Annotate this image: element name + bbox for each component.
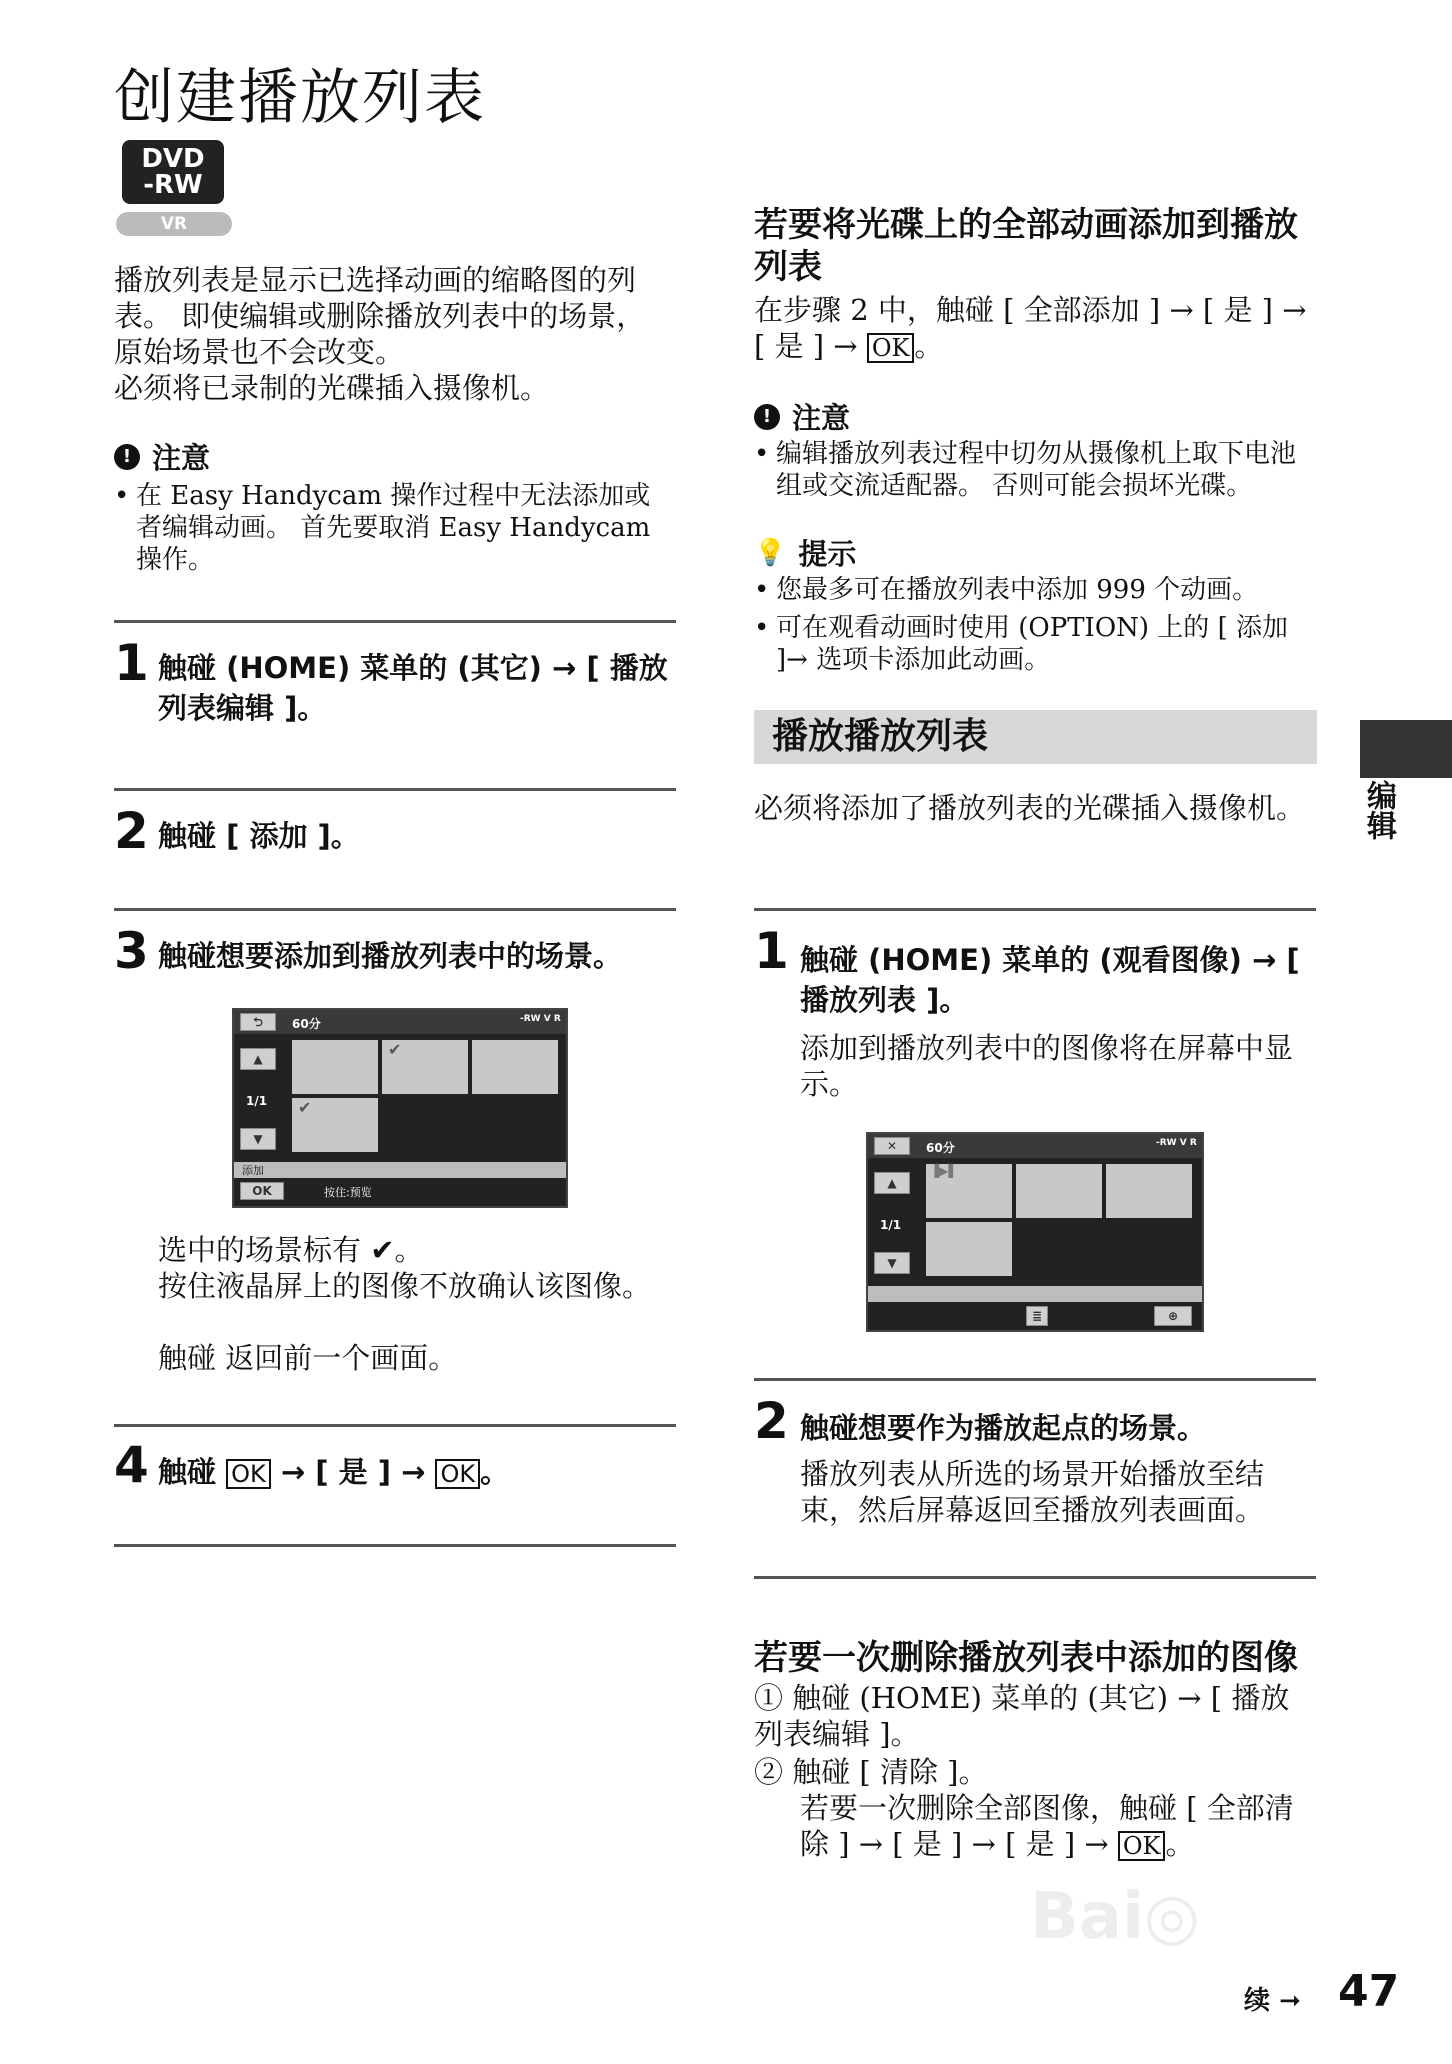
warning-icon: ! — [754, 404, 780, 430]
note-left-text: 在 Easy Handycam 操作过程中无法添加或者编辑动画。 首先要取消 Easy Handycam 操作。 — [136, 481, 651, 575]
divider — [114, 620, 676, 623]
note-left-head — [114, 436, 210, 477]
warning-icon: ! — [114, 444, 140, 470]
step3-desc-3: 触碰 返回前一个画面。 — [158, 1341, 458, 1375]
add-all-heading: 若要将光碟上的全部动画添加到播放列表 — [754, 205, 1298, 287]
lcd-topbar — [234, 1010, 566, 1034]
scene-thumbnail[interactable] — [926, 1222, 1012, 1276]
scene-thumbnail[interactable] — [1106, 1164, 1192, 1218]
note-right-text: 编辑播放列表过程中切勿从摄像机上取下电池组或交流适配器。 否则可能会损坏光碟。 — [776, 439, 1297, 501]
tip-item: • 您最多可在播放列表中添加 999 个动画。 — [754, 574, 1316, 606]
scroll-up-button[interactable]: ▲ — [874, 1172, 910, 1194]
note-right-title: 注意 — [792, 401, 851, 435]
lcd-screen-add — [232, 1008, 568, 1208]
add-label: 添加 — [242, 1164, 264, 1177]
badge-line2: -RW — [143, 170, 203, 200]
divider — [754, 1378, 1316, 1381]
delete-step3 — [800, 1790, 1314, 1862]
add-all-end: 。 — [914, 329, 944, 363]
page-title: 创建播放列表 — [114, 63, 486, 133]
page-indicator: 1/1 — [880, 1218, 902, 1232]
step1-text: 触碰 (HOME) 菜单的 (其它) → [ 播放列表编辑 ]。 — [158, 651, 668, 725]
vr-pill: VR — [116, 212, 232, 236]
tip-item: • 可在观看动画时使用 (OPTION) 上的 [ 添加 ]→ 选项卡添加此动画。 — [754, 612, 1316, 676]
continued-label — [1244, 1980, 1301, 2017]
tips-title: 提示 — [798, 537, 857, 571]
scene-thumbnail[interactable] — [292, 1040, 378, 1094]
ok-box: OK — [1118, 1831, 1166, 1861]
delete-step3-end: 。 — [1165, 1827, 1195, 1861]
disc-label: -RW V R — [1156, 1138, 1197, 1148]
play-step1-desc: 添加到播放列表中的图像将在屏幕中显示。 — [800, 1031, 1294, 1101]
tip-text-1: 您最多可在播放列表中添加 999 个动画。 — [776, 575, 1259, 605]
watermark-logo: Bai◎ — [1030, 1880, 1200, 1954]
ok-box: OK — [226, 1459, 271, 1489]
step1-num: 1 — [114, 634, 149, 692]
note-left-item: • 在 Easy Handycam 操作过程中无法添加或者编辑动画。 首先要取消 Easy Handycam 操作。 — [114, 480, 674, 576]
badge-line1: DVD — [141, 144, 205, 174]
step3-num: 3 — [114, 922, 149, 980]
divider — [754, 1576, 1316, 1579]
step4-text — [158, 1452, 668, 1492]
note-right-head — [754, 396, 850, 437]
page-number: 47 — [1338, 1966, 1400, 2017]
add-all-label: 在步骤 2 中，触碰 [ 全部添加 ] → [ 是 ] → [ 是 ] → — [754, 293, 1307, 363]
add-all-text — [754, 292, 1314, 364]
return-icon[interactable]: ⮌ — [240, 1013, 276, 1031]
ok-box: OK — [867, 333, 915, 363]
step4-rest: → [ 是 ] → — [280, 1455, 426, 1489]
close-icon[interactable]: ✕ — [874, 1137, 910, 1155]
scene-thumbnail[interactable] — [1016, 1164, 1102, 1218]
note-left-title: 注意 — [152, 441, 211, 475]
step3-desc-1: 选中的场景标有 ✔。 — [158, 1233, 424, 1267]
play-step2-desc: 播放列表从所选的场景开始播放至结束，然后屏幕返回至播放列表画面。 — [800, 1457, 1265, 1527]
divider — [114, 908, 676, 911]
check-icon: ✔ — [388, 1040, 402, 1059]
ok-button[interactable]: OK — [240, 1182, 284, 1200]
side-tab-label: 编辑 — [1361, 780, 1396, 840]
tips-head — [754, 532, 856, 573]
battery-label: 60分 — [292, 1017, 321, 1031]
delete-step1: ① 触碰 (HOME) 菜单的 (其它) → [ 播放列表编辑 ]。 — [754, 1681, 1290, 1751]
play-step1-num: 1 — [754, 922, 789, 980]
preview-hint: 按住:预览 — [324, 1186, 372, 1199]
arrow-right-icon: ➞ — [1279, 1986, 1301, 2016]
divider — [114, 788, 676, 791]
delete-step2: ② 触碰 [ 清除 ]。 — [754, 1755, 988, 1789]
scene-thumbnail[interactable] — [926, 1164, 1012, 1218]
delete-heading: 若要一次删除播放列表中添加的图像 — [754, 1638, 1298, 1678]
step4-num: 4 — [114, 1436, 149, 1494]
side-tab — [1360, 720, 1452, 778]
divider — [114, 1544, 676, 1547]
note-right-item: • 编辑播放列表过程中切勿从摄像机上取下电池组或交流适配器。 否则可能会损坏光碟。 — [754, 438, 1316, 502]
dvd-rw-badge — [122, 140, 224, 204]
divider — [754, 908, 1316, 911]
disc-label: -RW V R — [520, 1014, 561, 1024]
step2-text: 触碰 [ 添加 ]。 — [158, 819, 360, 853]
section-intro: 必须将添加了播放列表的光碟插入摄像机。 — [754, 791, 1306, 825]
scene-thumbnail-selected[interactable] — [382, 1040, 468, 1094]
play-step2-text: 触碰想要作为播放起点的场景。 — [800, 1411, 1207, 1445]
lcd-screen-playlist — [866, 1132, 1204, 1332]
lcd-topbar — [868, 1134, 1202, 1158]
lcd-add-bar — [234, 1162, 566, 1178]
lcd-bottom-bar — [868, 1286, 1202, 1302]
step3-text: 触碰想要添加到播放列表中的场景。 — [158, 939, 623, 973]
battery-label: 60分 — [926, 1141, 955, 1155]
divider — [114, 1424, 676, 1427]
delete-step3-label: 若要一次删除全部图像，触碰 [ 全部清除 ] → [ 是 ] → [ 是 ] → — [800, 1791, 1294, 1861]
step4-end: 。 — [480, 1455, 510, 1489]
ok-box: OK — [435, 1459, 480, 1489]
playlist-edit-icon[interactable]: ≣ — [1026, 1306, 1048, 1326]
step4-label: 触碰 — [158, 1455, 217, 1489]
step2-num: 2 — [114, 802, 149, 860]
scroll-down-button[interactable]: ▼ — [240, 1128, 276, 1150]
play-step2-num: 2 — [754, 1392, 789, 1450]
page-indicator: 1/1 — [246, 1094, 268, 1108]
scene-thumbnail-selected[interactable] — [292, 1098, 378, 1152]
intro-p2: 必须将已录制的光碟插入摄像机。 — [114, 371, 550, 405]
scroll-down-button[interactable]: ▼ — [874, 1252, 910, 1274]
lightbulb-icon: 💡 — [754, 537, 787, 568]
scene-thumbnail[interactable] — [472, 1040, 558, 1094]
step3-desc-2: 按住液晶屏上的图像不放确认该图像。 — [158, 1269, 652, 1303]
tip-text-2: 可在观看动画时使用 (OPTION) 上的 [ 添加 ]→ 选项卡添加此动画。 — [776, 613, 1288, 675]
scroll-up-button[interactable]: ▲ — [240, 1048, 276, 1070]
continued-text: 续 — [1244, 1986, 1271, 2016]
option-icon[interactable]: ⊕ — [1154, 1306, 1192, 1326]
play-step1-text: 触碰 (HOME) 菜单的 (观看图像) → [ 播放列表 ]。 — [800, 943, 1300, 1017]
play-start-icon: ▐▶▌ — [930, 1164, 958, 1178]
intro-p1: 播放列表是显示已选择动画的缩略图的列表。 即使编辑或删除播放列表中的场景，原始场景也不会改变。 — [114, 263, 646, 369]
section-heading: 播放播放列表 — [754, 710, 1317, 764]
check-icon: ✔ — [298, 1098, 312, 1117]
